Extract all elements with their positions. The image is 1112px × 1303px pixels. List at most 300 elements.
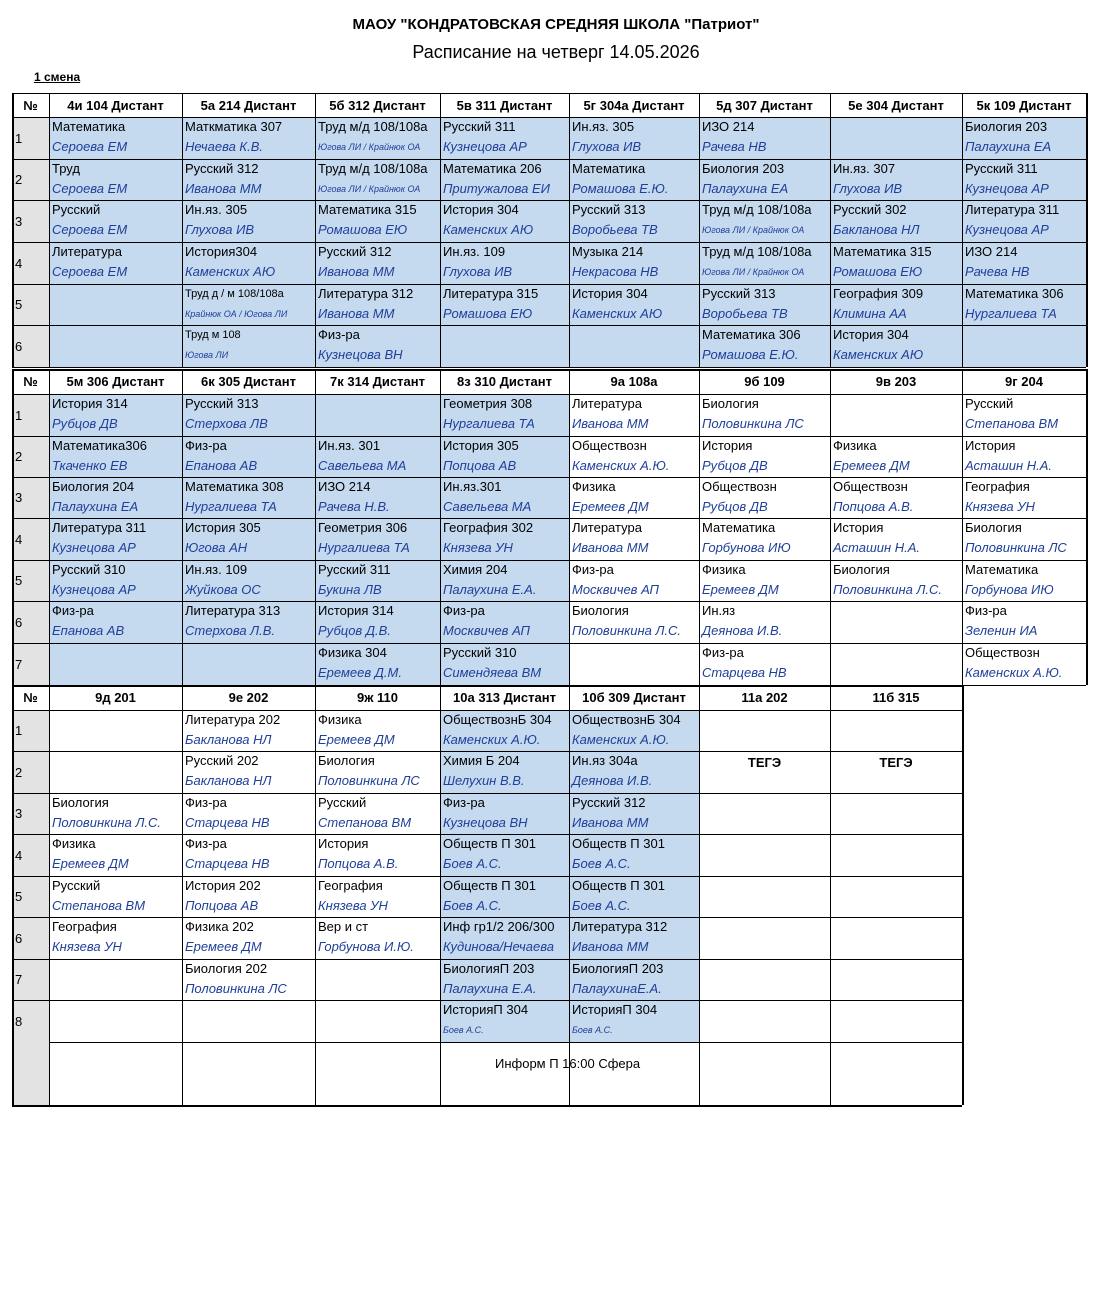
teacher-label: Половинкина ЛС — [185, 981, 287, 996]
subject-label: Русский 311 — [443, 119, 516, 134]
lesson-cell — [830, 876, 962, 917]
subject-label: Геометрия 308 — [443, 396, 533, 411]
subject-label: Обществ П 301 — [443, 836, 536, 851]
teacher-label: Палаухина Е.А. — [443, 981, 537, 996]
lesson-cell — [569, 436, 699, 477]
teacher-label: Попцова А.В. — [318, 856, 399, 871]
lesson-cell — [830, 117, 962, 159]
lesson-cell — [569, 1000, 699, 1042]
lesson-cell — [962, 477, 1086, 518]
lesson-cell — [315, 793, 440, 834]
teacher-label: Притужалова ЕИ — [443, 181, 550, 196]
lesson-cell — [440, 959, 569, 1000]
lesson-cell — [440, 1042, 569, 1105]
col-line — [830, 1042, 831, 1105]
subject-label: История 202 — [185, 878, 261, 893]
teacher-label: Попцова АВ — [185, 898, 259, 913]
subject-label: Химия 204 — [443, 562, 508, 577]
teacher-label: Боев А.С. — [443, 898, 502, 913]
subject-label: Русский 312 — [572, 795, 646, 810]
teacher-label: Рубцов ДВ — [52, 416, 118, 431]
subject-label: Математика — [965, 562, 1039, 577]
subject-label: Биология — [833, 562, 890, 577]
lesson-cell — [440, 159, 569, 200]
teacher-label: Боев А.С. — [443, 856, 502, 871]
row-line — [12, 643, 1086, 644]
lesson-cell — [315, 834, 440, 876]
class-header: 5м 306 Дистант — [66, 374, 165, 389]
teacher-label: Еремеев Д.М. — [318, 665, 402, 680]
lesson-cell — [962, 284, 1086, 325]
teacher-label: Еремеев ДМ — [185, 939, 262, 954]
subject-label: История — [702, 438, 753, 453]
teacher-label: Горбунова ИЮ — [702, 540, 791, 555]
lesson-cell — [315, 917, 440, 959]
lesson-cell — [699, 325, 830, 367]
teacher-label: Боев А.С. — [572, 856, 631, 871]
subject-label: География 302 — [443, 520, 534, 535]
col-line — [12, 369, 14, 685]
lesson-cell — [440, 1000, 569, 1042]
teacher-label: Кузнецова АР — [52, 540, 136, 555]
teacher-label: Асташин Н.А. — [833, 540, 921, 555]
teacher-label: Крайнюк ОА / Югова ЛИ — [185, 309, 288, 319]
lesson-cell — [315, 200, 440, 242]
subject-label: Обществ П 301 — [572, 878, 665, 893]
lesson-number: 5 — [12, 284, 49, 325]
teacher-label: Глухова ИВ — [185, 222, 255, 237]
teacher-label: Каменских А.Ю. — [572, 732, 670, 747]
lesson-cell — [315, 117, 440, 159]
lesson-number: 6 — [12, 917, 49, 959]
lesson-cell — [182, 284, 315, 325]
subject-label: Русский 313 — [702, 286, 776, 301]
subject-label: Ин.яз. 305 — [572, 119, 635, 134]
lesson-cell — [315, 959, 440, 1000]
lesson-cell — [569, 325, 699, 367]
lesson-cell — [440, 284, 569, 325]
subject-label: Литература 311 — [52, 520, 147, 535]
subject-label: Литература 312 — [318, 286, 414, 301]
teacher-label: Шелухин В.В. — [443, 773, 525, 788]
col-line — [440, 1042, 441, 1105]
exam-label: ТЕГЭ — [747, 755, 782, 770]
lesson-number: 1 — [12, 117, 49, 159]
lesson-cell — [49, 325, 182, 367]
lesson-cell — [569, 793, 699, 834]
lesson-cell — [569, 710, 699, 751]
subject-label: История — [965, 438, 1016, 453]
lesson-cell — [569, 477, 699, 518]
subject-label: История 304 — [833, 327, 909, 342]
subject-label: Физика — [318, 712, 362, 727]
lesson-cell — [315, 518, 440, 560]
lesson-cell — [49, 200, 182, 242]
lesson-cell — [182, 200, 315, 242]
class-header: 9а 108а — [610, 374, 658, 389]
row-line — [12, 1105, 962, 1107]
teacher-label: Букина ЛВ — [318, 582, 382, 597]
lesson-cell — [569, 560, 699, 601]
lesson-number: 1 — [12, 394, 49, 436]
lesson-cell — [569, 834, 699, 876]
subject-label: История 305 — [185, 520, 261, 535]
teacher-label: Ромашова ЕЮ — [443, 306, 533, 321]
teacher-label: Еремеев ДМ — [52, 856, 129, 871]
subject-label: Ин.яз — [702, 603, 736, 618]
subject-label: Литература 313 — [185, 603, 281, 618]
lesson-cell — [49, 159, 182, 200]
col-line — [182, 369, 183, 685]
lesson-cell — [315, 643, 440, 685]
lesson-cell — [315, 876, 440, 917]
teacher-label: Сероева ЕМ — [52, 264, 128, 279]
teacher-label: Рубцов ДВ — [702, 499, 768, 514]
row-line — [12, 367, 1086, 368]
row-line — [12, 159, 1086, 160]
lesson-cell — [699, 200, 830, 242]
col-line — [569, 369, 570, 685]
lesson-cell — [315, 710, 440, 751]
lesson-cell — [49, 834, 182, 876]
class-header: 5б 312 Дистант — [329, 97, 426, 113]
teacher-label: Иванова ММ — [185, 181, 262, 196]
subject-label: Математика 315 — [318, 202, 417, 217]
subject-label: Физ-ра — [443, 603, 485, 618]
subject-label: БиологияП 203 — [572, 961, 664, 976]
lesson-cell — [830, 917, 962, 959]
teacher-label: Стерхова Л.В. — [185, 623, 275, 638]
number-header: № — [23, 690, 38, 705]
teacher-label: Кузнецова АР — [965, 181, 1049, 196]
teacher-label: Москвичев АП — [443, 623, 530, 638]
teacher-label: Воробьева ТВ — [572, 222, 658, 237]
subject-label: Русский 310 — [52, 562, 126, 577]
lesson-cell — [699, 1000, 830, 1042]
subject-label: ИсторияП 304 — [572, 1002, 658, 1017]
lesson-cell — [440, 200, 569, 242]
teacher-label: Деянова И.В. — [702, 623, 783, 638]
class-header: 10б 309 Дистант — [582, 690, 686, 705]
class-header: 4и 104 Дистант — [67, 97, 164, 113]
row-line — [12, 685, 962, 687]
lesson-cell — [699, 436, 830, 477]
lesson-cell — [182, 518, 315, 560]
teacher-label: Иванова ММ — [572, 815, 649, 830]
lesson-cell — [49, 710, 182, 751]
subject-label: Математика 206 — [443, 161, 542, 176]
teacher-label: Еремеев ДМ — [572, 499, 649, 514]
subject-label: Биология 203 — [702, 161, 785, 176]
teacher-label: Попцова АВ — [443, 458, 517, 473]
number-header: № — [23, 97, 38, 113]
teacher-label: Некрасова НВ — [572, 264, 659, 279]
teacher-label: Старцева НВ — [185, 856, 270, 871]
row-line — [12, 369, 1086, 371]
lesson-cell — [315, 751, 440, 793]
teacher-label: Еремеев ДМ — [833, 458, 910, 473]
subject-label: Физика 304 — [318, 645, 387, 660]
lesson-cell — [49, 876, 182, 917]
teacher-label: Зеленин ИА — [965, 623, 1038, 638]
subject-label: Обществозн — [833, 479, 908, 494]
subject-label: Труд м 108 — [185, 329, 241, 341]
lesson-cell — [699, 834, 830, 876]
teacher-label: Князева УН — [965, 499, 1035, 514]
lesson-cell — [699, 159, 830, 200]
row-line — [12, 284, 1086, 285]
class-header: 5в 311 Дистант — [456, 97, 553, 113]
lesson-cell — [182, 394, 315, 436]
lesson-cell — [49, 394, 182, 436]
row-line — [12, 1000, 962, 1001]
lesson-cell — [830, 436, 962, 477]
subject-label: Русский 313 — [185, 396, 259, 411]
class-header: 9г 204 — [1005, 374, 1043, 389]
lesson-cell — [830, 1042, 962, 1105]
teacher-label: Югова ЛИ / Крайнюк ОА — [318, 184, 421, 194]
col-line — [699, 369, 700, 685]
lesson-number: 3 — [12, 793, 49, 834]
lesson-cell — [830, 834, 962, 876]
class-header: 5г 304а Дистант — [583, 97, 685, 113]
lesson-number: 5 — [12, 560, 49, 601]
lesson-cell — [49, 436, 182, 477]
lesson-cell — [440, 710, 569, 751]
row-line — [12, 518, 1086, 519]
subject-label: Биология — [572, 603, 629, 618]
lesson-number: 2 — [12, 159, 49, 200]
lesson-cell — [830, 710, 962, 751]
col-line — [440, 93, 441, 367]
col-line — [569, 1084, 570, 1105]
lesson-cell — [962, 159, 1086, 200]
subject-label: Литература 315 — [443, 286, 539, 301]
lesson-cell — [440, 876, 569, 917]
teacher-label: Югова ЛИ / Крайнюк ОА — [702, 267, 805, 277]
teacher-label: Каменских А.Ю. — [965, 665, 1063, 680]
subject-label: Математика 306 — [702, 327, 801, 342]
lesson-number: 1 — [12, 710, 49, 751]
teacher-label: Князева УН — [318, 898, 388, 913]
lesson-cell — [440, 834, 569, 876]
lesson-cell — [440, 518, 569, 560]
teacher-label: Боев А.С. — [572, 898, 631, 913]
teacher-label: Палаухина ЕА — [965, 139, 1052, 154]
subject-label: Литература 202 — [185, 712, 281, 727]
subject-label: Ин.яз. 109 — [185, 562, 248, 577]
teacher-label: Глухова ИВ — [572, 139, 642, 154]
lesson-cell — [569, 159, 699, 200]
row-line — [12, 325, 1086, 326]
teacher-label: Савельева МА — [318, 458, 407, 473]
teacher-label: Каменских АЮ — [443, 222, 534, 237]
teacher-label: Бакланова НЛ — [185, 732, 272, 747]
subject-label: Математика 315 — [833, 244, 932, 259]
lesson-cell — [569, 242, 699, 284]
lesson-cell — [830, 601, 962, 643]
subject-label: Литература — [572, 396, 642, 411]
teacher-label: Савельева МА — [443, 499, 532, 514]
teacher-label: Кузнецова АР — [965, 222, 1049, 237]
lesson-cell — [830, 1000, 962, 1042]
subject-label: Русский 311 — [965, 161, 1038, 176]
lesson-cell — [699, 876, 830, 917]
subject-label: Маткматика 307 — [185, 119, 283, 134]
lesson-cell — [315, 325, 440, 367]
subject-label: Физ-ра — [185, 438, 227, 453]
teacher-label: Епанова АВ — [52, 623, 125, 638]
lesson-cell — [962, 394, 1086, 436]
teacher-label: Степанова ВМ — [965, 416, 1059, 431]
subject-label: Физ-ра — [702, 645, 744, 660]
col-line — [315, 93, 316, 367]
shift-label: 1 смена — [34, 70, 81, 84]
teacher-label: Степанова ВМ — [318, 815, 412, 830]
teacher-label: Кузнецова АР — [52, 582, 136, 597]
col-line — [49, 369, 50, 685]
subject-label: ОбществознБ 304 — [572, 712, 681, 727]
lesson-cell — [962, 643, 1086, 685]
col-line — [12, 1042, 14, 1105]
schedule-subtitle: Расписание на четверг 14.05.2026 — [412, 42, 700, 62]
lesson-cell — [699, 242, 830, 284]
subject-label: Русский 313 — [572, 202, 646, 217]
subject-label: Биология 203 — [965, 119, 1048, 134]
class-header: 8з 310 Дистант — [457, 374, 552, 389]
subject-label: История — [833, 520, 884, 535]
subject-label: Литература — [572, 520, 642, 535]
teacher-label: Горбунова ИЮ — [965, 582, 1054, 597]
lesson-cell — [569, 751, 699, 793]
lesson-cell — [699, 601, 830, 643]
lesson-cell — [830, 793, 962, 834]
lesson-cell — [699, 477, 830, 518]
lesson-cell — [182, 560, 315, 601]
col-line — [12, 93, 14, 367]
class-header: 9е 202 — [228, 690, 269, 705]
class-header: 11б 315 — [872, 690, 920, 705]
teacher-label: Рачева Н.В. — [318, 499, 390, 514]
subject-label: Обществозн — [572, 438, 647, 453]
subject-label: ОбществознБ 304 — [443, 712, 552, 727]
lesson-cell — [699, 1042, 830, 1105]
subject-label: Обществ П 301 — [443, 878, 536, 893]
lesson-cell — [49, 959, 182, 1000]
subject-label: История 304 — [572, 286, 648, 301]
lesson-cell — [440, 117, 569, 159]
lesson-cell — [49, 284, 182, 325]
lesson-number: 3 — [12, 477, 49, 518]
subject-label: Биология 204 — [52, 479, 135, 494]
teacher-label: Степанова ВМ — [52, 898, 146, 913]
lesson-cell — [49, 793, 182, 834]
teacher-label: Каменских АЮ — [572, 306, 663, 321]
teacher-label: Иванова ММ — [572, 416, 649, 431]
lesson-cell — [49, 601, 182, 643]
teacher-label: Ромашова Е.Ю. — [702, 347, 799, 362]
lesson-cell — [699, 959, 830, 1000]
subject-label: Русский 311 — [318, 562, 391, 577]
teacher-label: Каменских А.Ю. — [572, 458, 670, 473]
lesson-cell — [830, 394, 962, 436]
row-line — [12, 710, 962, 711]
subject-label: Физ-ра — [572, 562, 614, 577]
lesson-cell — [569, 601, 699, 643]
teacher-label: Горбунова И.Ю. — [318, 939, 414, 954]
lesson-cell — [440, 436, 569, 477]
subject-label: Ин.яз.301 — [443, 479, 502, 494]
lesson-cell — [440, 325, 569, 367]
col-line — [315, 1042, 316, 1105]
class-header: 7к 314 Дистант — [330, 374, 425, 389]
teacher-label: Нургалиева ТА — [318, 540, 410, 555]
lesson-cell — [182, 242, 315, 284]
teacher-label: Рачева НВ — [965, 264, 1030, 279]
subject-label: Математика 306 — [965, 286, 1064, 301]
col-line — [1086, 369, 1088, 685]
lesson-cell — [182, 793, 315, 834]
subject-label: Труд д / м 108/108а — [185, 288, 284, 300]
teacher-label: Иванова ММ — [572, 939, 649, 954]
subject-label: Биология — [318, 753, 375, 768]
lesson-cell — [49, 917, 182, 959]
teacher-label: Боев А.С. — [572, 1025, 613, 1035]
teacher-label: Половинкина ЛС — [965, 540, 1067, 555]
lesson-cell — [182, 117, 315, 159]
lesson-cell — [315, 560, 440, 601]
lesson-cell — [49, 643, 182, 685]
subject-label: Русский — [318, 795, 367, 810]
subject-label: ИЗО 214 — [965, 244, 1018, 259]
col-line — [830, 369, 831, 685]
teacher-label: Иванова ММ — [318, 264, 395, 279]
class-header: 11а 202 — [741, 690, 788, 705]
lesson-cell — [962, 601, 1086, 643]
lesson-cell — [569, 959, 699, 1000]
lesson-cell — [182, 159, 315, 200]
subject-label: Труд м/д 108/108а — [318, 119, 428, 134]
teacher-label: Симендяева ВМ — [443, 665, 542, 680]
lesson-number: 6 — [12, 601, 49, 643]
col-line — [1086, 93, 1088, 367]
teacher-label: Сероева ЕМ — [52, 139, 128, 154]
teacher-label: Югова ЛИ — [185, 350, 229, 360]
subject-label: Русский 310 — [443, 645, 517, 660]
lesson-cell — [315, 242, 440, 284]
lesson-cell — [699, 917, 830, 959]
teacher-label: Палаухина ЕА — [52, 499, 139, 514]
lesson-cell — [440, 643, 569, 685]
teacher-label: Кудинова/Нечаева — [443, 939, 554, 954]
subject-label: Музыка 214 — [572, 244, 644, 259]
teacher-label: Югова ЛИ / Крайнюк ОА — [702, 225, 805, 235]
row-line — [12, 560, 1086, 561]
lesson-cell — [830, 518, 962, 560]
lesson-cell — [49, 477, 182, 518]
lesson-cell — [569, 917, 699, 959]
subject-label: Физ-ра — [443, 795, 485, 810]
subject-label: Биология 202 — [185, 961, 268, 976]
lesson-cell — [182, 751, 315, 793]
lesson-number: 7 — [12, 643, 49, 685]
subject-label: ИЗО 214 — [702, 119, 755, 134]
lesson-cell — [182, 601, 315, 643]
lesson-cell — [569, 284, 699, 325]
class-header: 5к 109 Дистант — [976, 97, 1072, 113]
teacher-label: Половинкина ЛС — [702, 416, 804, 431]
teacher-label: Старцева НВ — [185, 815, 270, 830]
